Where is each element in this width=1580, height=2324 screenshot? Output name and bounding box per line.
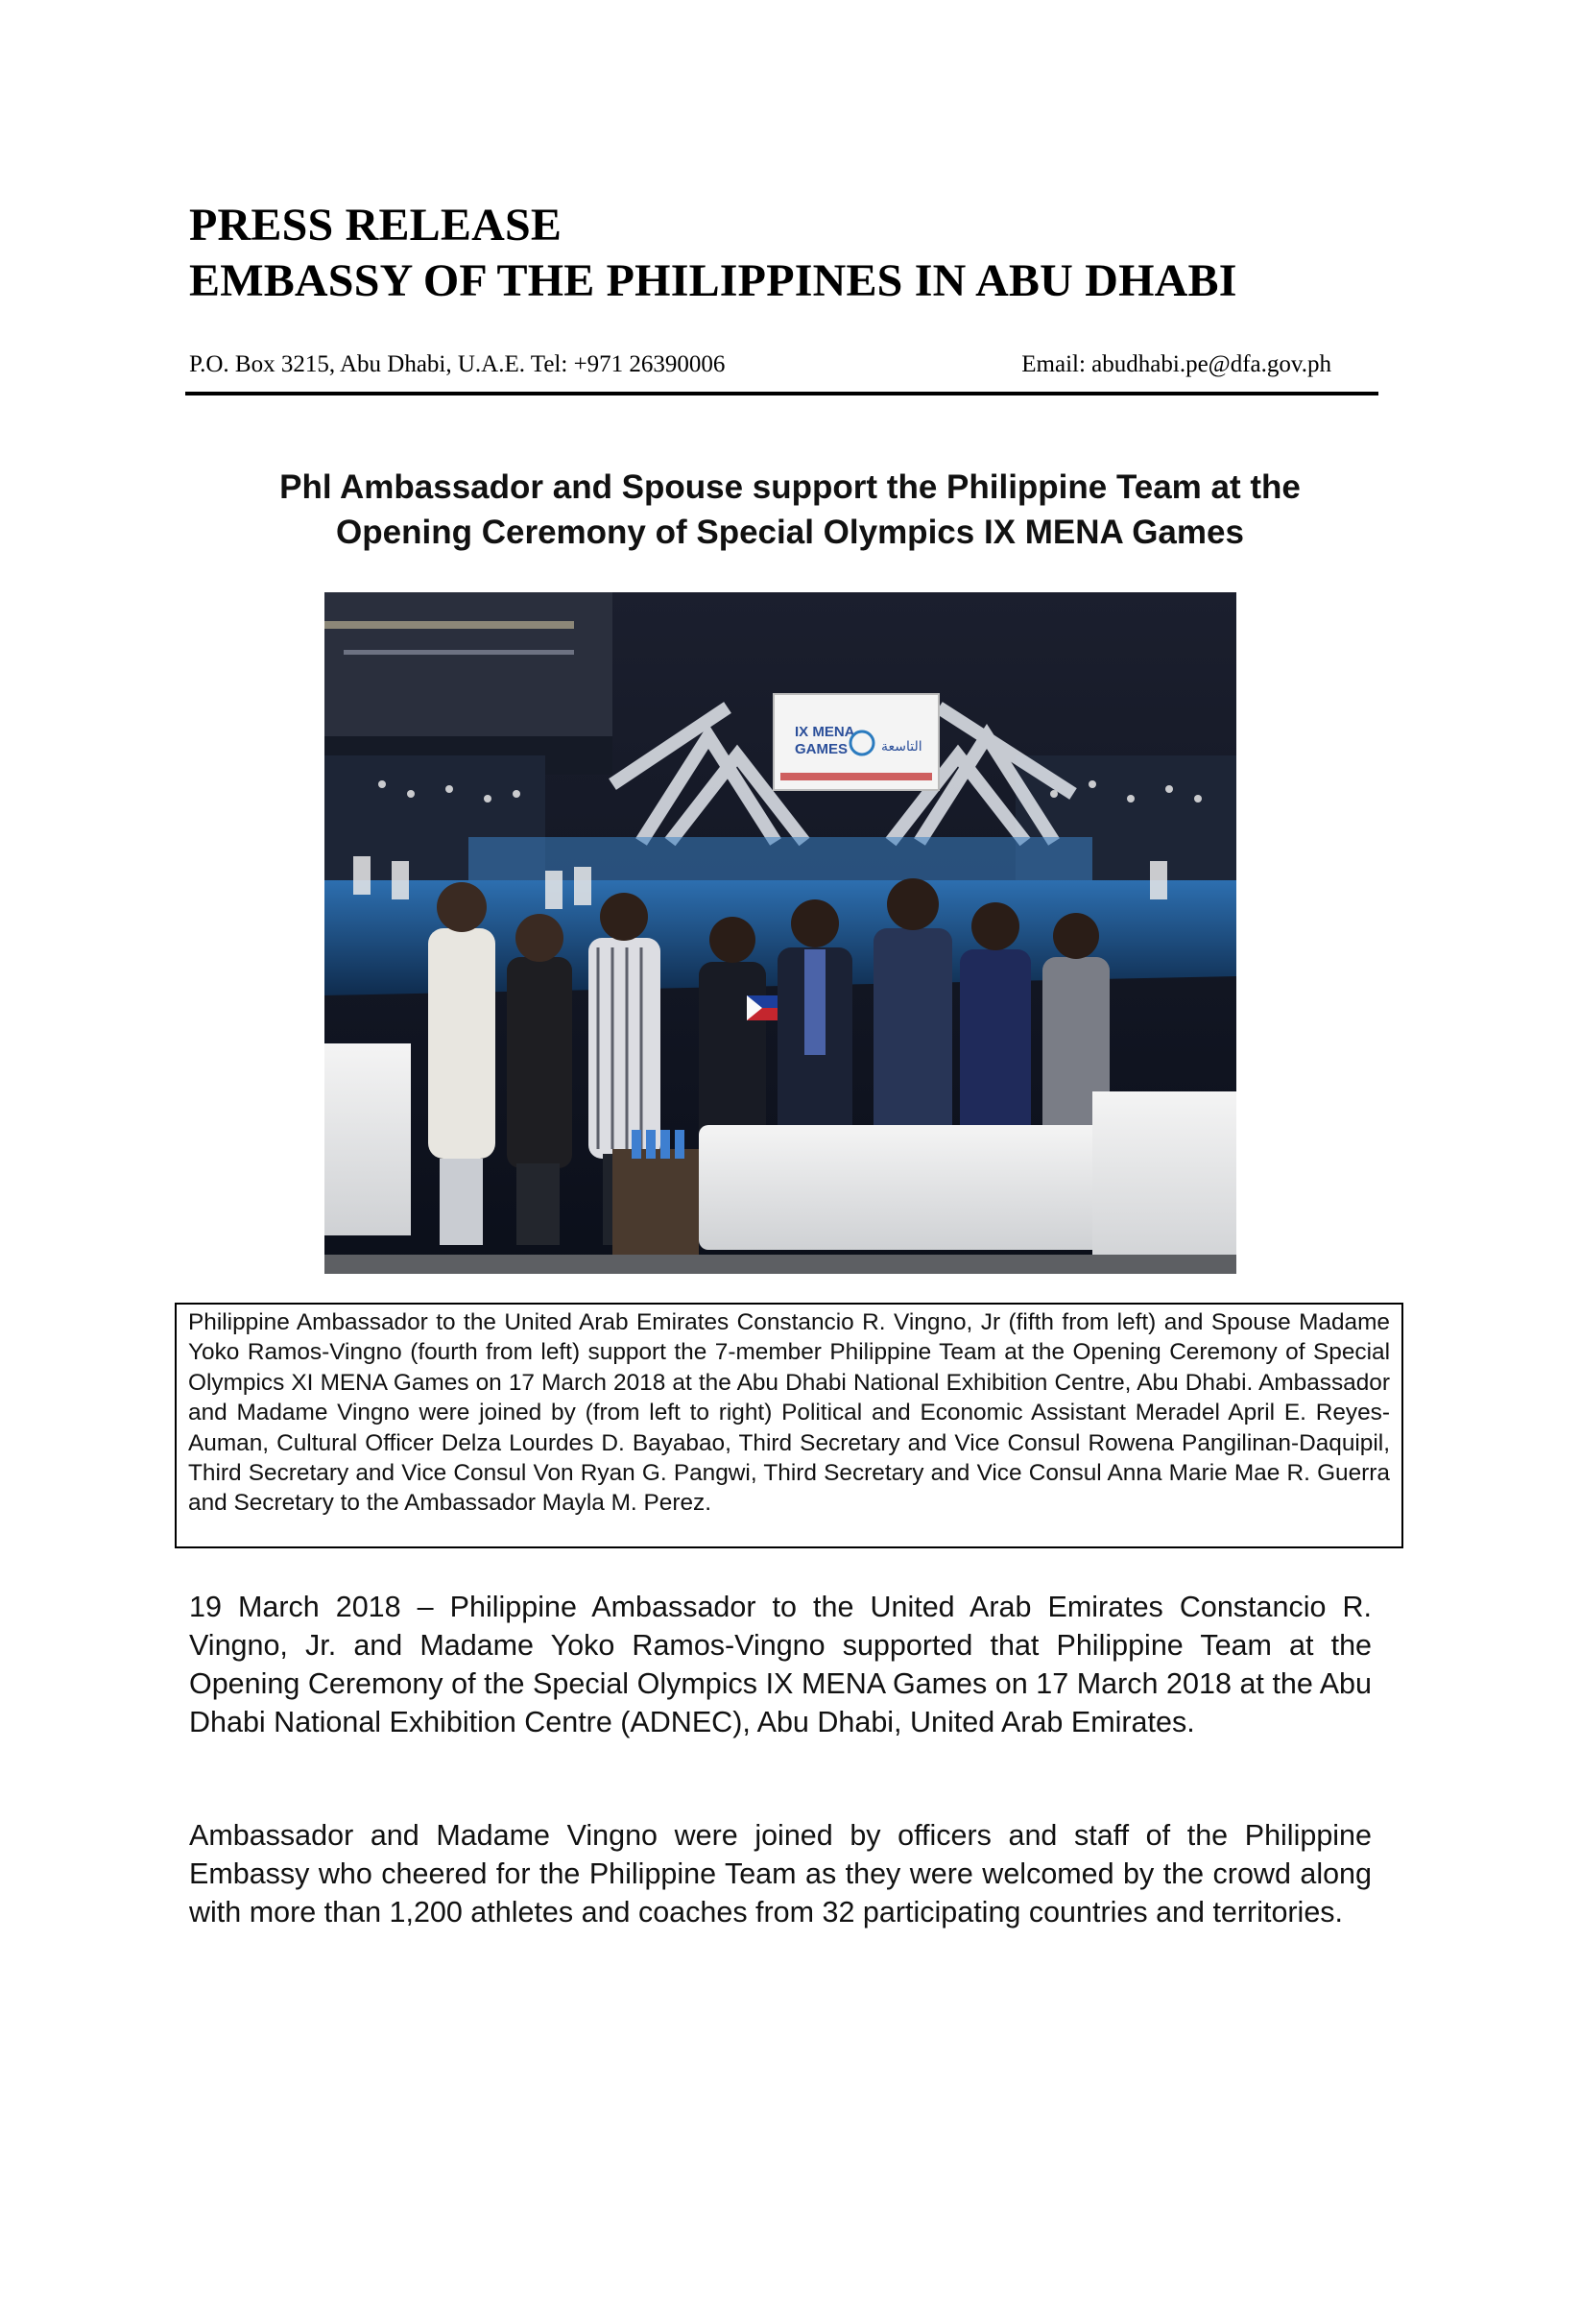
screen-text-arabic: التاسعة [881, 739, 922, 755]
body-paragraph-2: Ambassador and Madame Vingno were joined by officers and staff of the Philippine Embassy who cheered for the Philippine Team as they were welcomed by the crowd along with more than 1,200 athletes and coaches from 32 participating countries and territories. [189, 1819, 1372, 1929]
article-title-line-2: Opening Ceremony of Special Olympics IX MENA Games [336, 514, 1244, 551]
photo-caption: Philippine Ambassador to the United Arab Emirates Constancio R. Vingno, Jr (fifth from left) and Spouse Madame Yoko Ramos-Vingno (fourth from left) support the 7-member Philippine Team at the Opening Ceremony of Special Olympics XI MENA Games on 17 March 2018 at the Abu Dhabi National Exhibition Centre, Abu Dhabi. Ambassador and Madame Vingno were joined by (from left to right) Political and Economic Assistant Meradel April E. Reyes-Auman, Cultural Officer Delza Lourdes D. Bayabao, Third Secretary and Vice Consul Rowena Pangilinan-Daquipil, Third Secretary and Vice Consul Von Ryan G. Pangwi, Third Secretary and Vice Consul Anna Marie Mae R. Guerra and Secretary to the Ambassador Mayla M. Perez. [175, 1303, 1403, 1548]
header-divider [185, 392, 1378, 395]
contact-line [189, 351, 1379, 382]
contact-email: Email: abudhabi.pe@dfa.gov.ph [1021, 351, 1331, 377]
body-paragraph-1: 19 March 2018 – Philippine Ambassador to the United Arab Emirates Constancio R. Vingno, Jr. and Madame Yoko Ramos-Vingno supported that Philippine Team at the Opening Ceremony of the Special Olympics IX MENA Games on 17 March 2018 at the Abu Dhabi National Exhibition Centre (ADNEC), Abu Dhabi, United Arab Emirates. [189, 1591, 1372, 1738]
screen-text-2: GAMES [795, 741, 849, 757]
letterhead [189, 198, 1379, 309]
contact-address: P.O. Box 3215, Abu Dhabi, U.A.E. Tel: +971 26390006 [189, 351, 726, 377]
event-photo [324, 592, 1236, 1274]
white-sofa [699, 1125, 1102, 1250]
letterhead-embassy-name: EMBASSY OF THE PHILIPPINES IN ABU DHABI [189, 255, 1237, 306]
article-title-line-1: Phl Ambassador and Spouse support the Philippine Team at the [279, 468, 1301, 506]
article-title [182, 465, 1398, 555]
letterhead-title: PRESS RELEASE [189, 200, 563, 251]
screen-text-1: IX MENA [795, 724, 855, 740]
